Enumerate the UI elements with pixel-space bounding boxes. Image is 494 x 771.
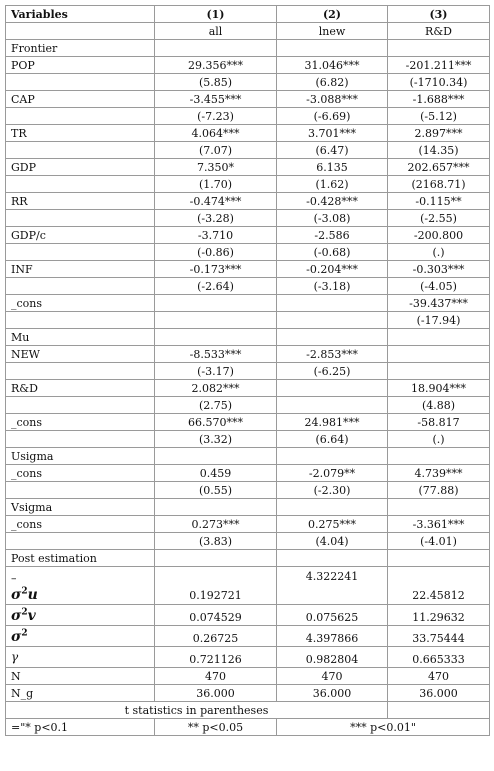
post-row-sigma2 [6, 626, 490, 647]
coef-cell: -0.474*** [155, 193, 277, 210]
gamma-symbol: γ [11, 649, 19, 664]
empty-cell [388, 702, 490, 719]
tstat-row [6, 363, 490, 380]
coef-cell [277, 380, 388, 397]
coef-cell: -0.428*** [277, 193, 388, 210]
empty-cell [277, 499, 388, 516]
blank-cell [6, 363, 155, 380]
tstat-cell: (6.47) [277, 142, 388, 159]
coef-cell: -58.817 [388, 414, 490, 431]
coef-cell: 0.275*** [277, 516, 388, 533]
tstat-cell: (-7.23) [155, 108, 277, 125]
coef-row [6, 380, 490, 397]
blank-cell [6, 397, 155, 414]
blank-cell [6, 482, 155, 499]
tstat-cell: (0.55) [155, 482, 277, 499]
post-row-n [6, 668, 490, 685]
sigma2v-label [6, 605, 155, 626]
variable-label: _cons [6, 516, 155, 533]
tstat-cell: (-3.18) [277, 278, 388, 295]
footer-sig-row [6, 719, 490, 736]
coef-row [6, 261, 490, 278]
tstat-row [6, 108, 490, 125]
coef-cell: 0.459 [155, 465, 277, 482]
tstat-row [6, 312, 490, 329]
post-value: 4.397866 [277, 626, 388, 647]
sigma-symbol: $\sigma^2$ [11, 628, 28, 646]
empty-cell [388, 499, 490, 516]
variable-label: INF [6, 261, 155, 278]
coef-row [6, 125, 490, 142]
regression-table-container [5, 5, 489, 736]
section-row-usigma [6, 448, 490, 465]
coef-row [6, 159, 490, 176]
coef-cell: 24.981*** [277, 414, 388, 431]
tstat-cell: (4.88) [388, 397, 490, 414]
coef-cell: 2.897*** [388, 125, 490, 142]
tstat-cell: (6.82) [277, 74, 388, 91]
tstat-cell: (-6.69) [277, 108, 388, 125]
coef-row [6, 227, 490, 244]
section-row-mu [6, 329, 490, 346]
empty-cell [155, 40, 277, 57]
post-value: 33.75444 [388, 626, 490, 647]
empty-cell [155, 550, 277, 567]
empty-cell [277, 550, 388, 567]
post-value: 11.29632 [388, 605, 490, 626]
coef-cell: -39.437*** [388, 295, 490, 312]
post-value: 36.000 [388, 685, 490, 702]
sig-level-2: ** p<0.05 [155, 719, 277, 736]
tstat-cell: (-5.12) [388, 108, 490, 125]
post-value: 36.000 [155, 685, 277, 702]
sigma-symbol: $\sigma^2u$ [11, 586, 38, 603]
blank-cell [6, 108, 155, 125]
tstat-cell: (3.83) [155, 533, 277, 550]
tstat-row [6, 176, 490, 193]
coef-cell: 18.904*** [388, 380, 490, 397]
blank-cell [6, 142, 155, 159]
coef-cell: 3.701*** [277, 125, 388, 142]
coef-cell: -3.088*** [277, 91, 388, 108]
tstat-cell: (-3.17) [155, 363, 277, 380]
coef-row [6, 57, 490, 74]
post-value: 470 [388, 668, 490, 685]
coef-cell: -201.211*** [388, 57, 490, 74]
coef-row [6, 346, 490, 363]
post-value: 470 [155, 668, 277, 685]
tstat-cell: (-0.68) [277, 244, 388, 261]
coef-cell: 202.657*** [388, 159, 490, 176]
empty-cell [155, 499, 277, 516]
section-label: Frontier [6, 40, 155, 57]
blank-cell [6, 210, 155, 227]
header-row-numbers [6, 6, 490, 23]
variable-label: _cons [6, 295, 155, 312]
blank-cell [6, 23, 155, 40]
tstat-cell: (.) [388, 431, 490, 448]
coef-cell: 31.046*** [277, 57, 388, 74]
coef-cell: 7.350* [155, 159, 277, 176]
tstat-row [6, 210, 490, 227]
tstat-row [6, 431, 490, 448]
tstat-row [6, 74, 490, 91]
variable-label: CAP [6, 91, 155, 108]
tstat-cell: (2.75) [155, 397, 277, 414]
empty-cell [277, 448, 388, 465]
col-num-3: (3) [388, 6, 490, 23]
tstat-cell: (5.85) [155, 74, 277, 91]
col-num-2: (2) [277, 6, 388, 23]
coef-cell: -3.455*** [155, 91, 277, 108]
section-row-frontier [6, 40, 490, 57]
post-value: 0.982804 [277, 647, 388, 668]
coef-cell: -0.303*** [388, 261, 490, 278]
sig-level-1: ="* p<0.1 [6, 719, 155, 736]
coef-cell: -2.586 [277, 227, 388, 244]
tstat-cell [155, 312, 277, 329]
tstat-cell: (1.62) [277, 176, 388, 193]
empty-cell [277, 329, 388, 346]
blank-cell [6, 533, 155, 550]
gamma-label [6, 647, 155, 668]
tstat-cell [388, 363, 490, 380]
coef-cell: -0.115** [388, 193, 490, 210]
section-label: Vsigma [6, 499, 155, 516]
coef-cell: 4.739*** [388, 465, 490, 482]
tstat-cell: (1.70) [155, 176, 277, 193]
tstat-cell: (.) [388, 244, 490, 261]
variable-label: NEW [6, 346, 155, 363]
coef-cell: 2.082*** [155, 380, 277, 397]
tstat-cell: (3.32) [155, 431, 277, 448]
variable-label: R&D [6, 380, 155, 397]
coef-row [6, 465, 490, 482]
variable-label: TR [6, 125, 155, 142]
tstat-cell: (-17.94) [388, 312, 490, 329]
tstat-cell: (-1710.34) [388, 74, 490, 91]
variable-label: RR [6, 193, 155, 210]
col-name-1: all [155, 23, 277, 40]
section-label: Mu [6, 329, 155, 346]
footer-note-row [6, 702, 490, 719]
tstat-cell: (-3.28) [155, 210, 277, 227]
bar-mark: – [11, 572, 17, 586]
coef-cell: -1.688*** [388, 91, 490, 108]
coef-cell: -200.800 [388, 227, 490, 244]
tstat-row [6, 533, 490, 550]
col-name-2: lnew [277, 23, 388, 40]
tstat-cell: (-3.08) [277, 210, 388, 227]
coef-row [6, 295, 490, 312]
stat-label: N [6, 668, 155, 685]
variable-label: POP [6, 57, 155, 74]
coef-cell [277, 295, 388, 312]
tstat-cell: (4.04) [277, 533, 388, 550]
coef-cell: 4.064*** [155, 125, 277, 142]
header-row-names [6, 23, 490, 40]
coef-cell [155, 295, 277, 312]
post-row-ng [6, 685, 490, 702]
tstat-cell: (14.35) [388, 142, 490, 159]
variable-label: GDP [6, 159, 155, 176]
section-row-post [6, 550, 490, 567]
tstat-cell: (-6.25) [277, 363, 388, 380]
empty-cell [388, 329, 490, 346]
variable-label: GDP/c [6, 227, 155, 244]
tstat-cell [277, 312, 388, 329]
tstat-row [6, 142, 490, 159]
tstat-row [6, 482, 490, 499]
blank-cell [6, 312, 155, 329]
post-row-sigma2v [6, 605, 490, 626]
stat-label: N_g [6, 685, 155, 702]
blank-cell [6, 244, 155, 261]
sigma2u-label [6, 567, 155, 605]
coef-cell: -0.173*** [155, 261, 277, 278]
blank-cell [6, 176, 155, 193]
coef-row [6, 91, 490, 108]
post-value: 0.075625 [277, 605, 388, 626]
coef-cell: 0.273*** [155, 516, 277, 533]
empty-cell [388, 550, 490, 567]
tstat-cell: (-2.30) [277, 482, 388, 499]
section-label: Post estimation [6, 550, 155, 567]
post-value: 22.45812 [388, 567, 490, 605]
col-num-1: (1) [155, 6, 277, 23]
col-name-3: R&D [388, 23, 490, 40]
post-value: 0.721126 [155, 647, 277, 668]
section-row-vsigma [6, 499, 490, 516]
post-value: 36.000 [277, 685, 388, 702]
section-label: Usigma [6, 448, 155, 465]
coef-cell: 29.356*** [155, 57, 277, 74]
sig-level-3: *** p<0.01" [277, 719, 490, 736]
blank-cell [6, 278, 155, 295]
coef-cell: -3.710 [155, 227, 277, 244]
coef-cell: -3.361*** [388, 516, 490, 533]
tstat-cell: (77.88) [388, 482, 490, 499]
tstat-cell: (7.07) [155, 142, 277, 159]
tstat-cell: (6.64) [277, 431, 388, 448]
coef-row [6, 516, 490, 533]
tstat-cell: (-2.55) [388, 210, 490, 227]
tstat-cell: (-4.01) [388, 533, 490, 550]
sigma-symbol: $\sigma^2v$ [11, 607, 36, 625]
empty-cell [155, 329, 277, 346]
tstat-row [6, 397, 490, 414]
post-value: 0.665333 [388, 647, 490, 668]
post-value: 0.26725 [155, 626, 277, 647]
tstat-cell: (-0.86) [155, 244, 277, 261]
post-value: 0.192721 [155, 567, 277, 605]
tstat-cell [277, 397, 388, 414]
tstat-cell: (2168.71) [388, 176, 490, 193]
variable-label: _cons [6, 465, 155, 482]
tstat-row [6, 278, 490, 295]
post-row-sigma2u [6, 567, 490, 605]
post-value: 4.322241 [277, 567, 388, 605]
empty-cell [388, 448, 490, 465]
coef-row [6, 414, 490, 431]
coef-cell: -8.533*** [155, 346, 277, 363]
coef-cell: -2.853*** [277, 346, 388, 363]
empty-cell [155, 448, 277, 465]
coef-row [6, 193, 490, 210]
post-value: 470 [277, 668, 388, 685]
post-value: 0.074529 [155, 605, 277, 626]
empty-cell [388, 40, 490, 57]
coef-cell: 6.135 [277, 159, 388, 176]
footer-note: t statistics in parentheses [6, 702, 388, 719]
post-row-gamma [6, 647, 490, 668]
blank-cell [6, 74, 155, 91]
regression-table [5, 5, 490, 736]
coef-cell: -0.204*** [277, 261, 388, 278]
blank-cell [6, 431, 155, 448]
tstat-row [6, 244, 490, 261]
variables-header: Variables [6, 6, 155, 23]
coef-cell: 66.570*** [155, 414, 277, 431]
variable-label: _cons [6, 414, 155, 431]
coef-cell: -2.079** [277, 465, 388, 482]
tstat-cell: (-4.05) [388, 278, 490, 295]
coef-cell [388, 346, 490, 363]
empty-cell [277, 40, 388, 57]
tstat-cell: (-2.64) [155, 278, 277, 295]
sigma2-label [6, 626, 155, 647]
